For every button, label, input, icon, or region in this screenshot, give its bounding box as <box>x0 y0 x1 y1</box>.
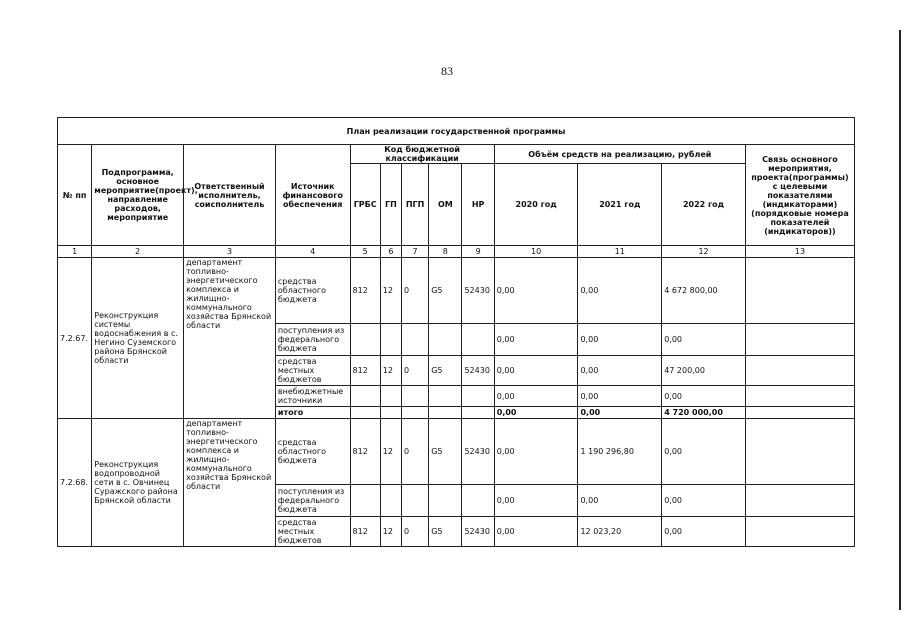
header-2022: 2022 год <box>662 164 746 246</box>
funding-source: средства местных бюджетов <box>275 356 350 386</box>
cell-grbs <box>350 386 380 407</box>
cell-2021: 0,00 <box>578 386 662 407</box>
header-grbs: ГРБС <box>350 164 380 246</box>
header-pgp: ПГП <box>401 164 428 246</box>
column-number: 10 <box>494 246 578 258</box>
cell-np: 52430 <box>462 517 494 547</box>
cell-grbs <box>350 407 380 419</box>
header-om: ОМ <box>429 164 462 246</box>
cell-pgp <box>401 485 428 517</box>
cell-np <box>462 407 494 419</box>
column-number: 6 <box>380 246 401 258</box>
cell-2022: 0,00 <box>662 419 746 485</box>
cell-gp <box>380 407 401 419</box>
header-link: Связь основного мероприятия, проекта(программы) с целевыми показателями (индикаторами) (порядковые номера показателей (индикаторов)) <box>745 145 854 246</box>
cell-gp: 12 <box>380 517 401 547</box>
cell-np: 52430 <box>462 356 494 386</box>
cell-np <box>462 386 494 407</box>
cell-2022: 0,00 <box>662 386 746 407</box>
column-number: 9 <box>462 246 494 258</box>
cell-2021: 0,00 <box>578 258 662 324</box>
cell-pgp <box>401 386 428 407</box>
header-gp: ГП <box>380 164 401 246</box>
funding-source: средства местных бюджетов <box>275 517 350 547</box>
funding-source: средства областного бюджета <box>275 419 350 485</box>
cell-2022: 47 200,00 <box>662 356 746 386</box>
cell-2022: 0,00 <box>662 485 746 517</box>
cell-2020: 0,00 <box>494 419 578 485</box>
funding-source: средства областного бюджета <box>275 258 350 324</box>
cell-gp: 12 <box>380 258 401 324</box>
cell-om <box>429 324 462 356</box>
row-number: 7.2.67. <box>58 258 92 419</box>
cell-gp: 12 <box>380 356 401 386</box>
column-number: 11 <box>578 246 662 258</box>
funding-source: поступления из федерального бюджета <box>275 485 350 517</box>
cell-2021: 12 023,20 <box>578 517 662 547</box>
cell-2021: 0,00 <box>578 324 662 356</box>
header-executor: Ответственный исполнитель, соисполнитель <box>184 145 276 246</box>
cell-2021: 0,00 <box>578 407 662 419</box>
cell-grbs: 812 <box>350 356 380 386</box>
cell-pgp: 0 <box>401 258 428 324</box>
column-number: 4 <box>275 246 350 258</box>
table-title: План реализации государственной программы <box>58 118 855 145</box>
cell-gp <box>380 386 401 407</box>
responsible-executor: департамент топливно-энергетического комплекса и жилищно-коммунального хозяйства Брянской области <box>184 419 276 547</box>
table-row <box>58 258 855 324</box>
cell-link <box>745 356 854 386</box>
cell-2021: 0,00 <box>578 356 662 386</box>
column-number: 5 <box>350 246 380 258</box>
cell-pgp: 0 <box>401 356 428 386</box>
cell-link <box>745 407 854 419</box>
cell-om <box>429 485 462 517</box>
cell-np: 52430 <box>462 258 494 324</box>
column-number: 12 <box>662 246 746 258</box>
cell-pgp <box>401 407 428 419</box>
cell-np <box>462 324 494 356</box>
cell-gp <box>380 485 401 517</box>
column-number: 3 <box>184 246 276 258</box>
cell-link <box>745 419 854 485</box>
header-2021: 2021 год <box>578 164 662 246</box>
cell-grbs: 812 <box>350 419 380 485</box>
cell-2020: 0,00 <box>494 386 578 407</box>
cell-2020: 0,00 <box>494 407 578 419</box>
plan-table <box>57 117 855 547</box>
cell-pgp: 0 <box>401 419 428 485</box>
measure-name: Реконструкция водопроводной сети в с. Овчинец Суражского района Брянской области <box>92 419 184 547</box>
cell-np <box>462 485 494 517</box>
cell-2022: 4 720 000,00 <box>662 407 746 419</box>
cell-2020: 0,00 <box>494 356 578 386</box>
row-number: 7.2.68. <box>58 419 92 547</box>
cell-grbs: 812 <box>350 517 380 547</box>
column-number-row <box>58 246 855 258</box>
cell-2022: 4 672 800,00 <box>662 258 746 324</box>
cell-2020: 0,00 <box>494 258 578 324</box>
cell-om <box>429 386 462 407</box>
cell-link <box>745 485 854 517</box>
column-number: 1 <box>58 246 92 258</box>
header-volume: Объём средств на реализацию, рублей <box>494 145 745 164</box>
cell-pgp: 0 <box>401 517 428 547</box>
cell-gp: 12 <box>380 419 401 485</box>
scan-edge-line <box>899 30 901 610</box>
header-source: Источник финансового обеспечения <box>275 145 350 246</box>
cell-om: G5 <box>429 356 462 386</box>
cell-pgp <box>401 324 428 356</box>
cell-2020: 0,00 <box>494 485 578 517</box>
cell-2020: 0,00 <box>494 517 578 547</box>
cell-om: G5 <box>429 419 462 485</box>
cell-link <box>745 517 854 547</box>
funding-source: итого <box>275 407 350 419</box>
column-number: 2 <box>92 246 184 258</box>
cell-2021: 1 190 296,80 <box>578 419 662 485</box>
cell-link <box>745 324 854 356</box>
cell-om <box>429 407 462 419</box>
cell-2020: 0,00 <box>494 324 578 356</box>
cell-2022: 0,00 <box>662 517 746 547</box>
cell-grbs: 812 <box>350 258 380 324</box>
cell-grbs <box>350 485 380 517</box>
cell-gp <box>380 324 401 356</box>
column-number: 8 <box>429 246 462 258</box>
cell-om: G5 <box>429 517 462 547</box>
cell-link <box>745 386 854 407</box>
column-number: 13 <box>745 246 854 258</box>
cell-2022: 0,00 <box>662 324 746 356</box>
cell-2021: 0,00 <box>578 485 662 517</box>
cell-link <box>745 258 854 324</box>
column-number: 7 <box>401 246 428 258</box>
cell-grbs <box>350 324 380 356</box>
header-np: НР <box>462 164 494 246</box>
funding-source: внебюджетные источники <box>275 386 350 407</box>
cell-np: 52430 <box>462 419 494 485</box>
responsible-executor: департамент топливно-энергетического комплекса и жилищно-коммунального хозяйства Брянской области <box>184 258 276 419</box>
header-budget-code: Код бюджетной классификации <box>350 145 494 164</box>
page-number: 83 <box>441 64 453 78</box>
cell-om: G5 <box>429 258 462 324</box>
header-num: № пп <box>58 145 92 246</box>
header-2020: 2020 год <box>494 164 578 246</box>
measure-name: Реконструкция системы водоснабжения в с. Негино Суземского района Брянской области <box>92 258 184 419</box>
funding-source: поступления из федерального бюджета <box>275 324 350 356</box>
table-row <box>58 419 855 485</box>
header-subprogram: Подпрограмма, основное мероприятие(проект), направление расходов, мероприятие <box>92 145 184 246</box>
